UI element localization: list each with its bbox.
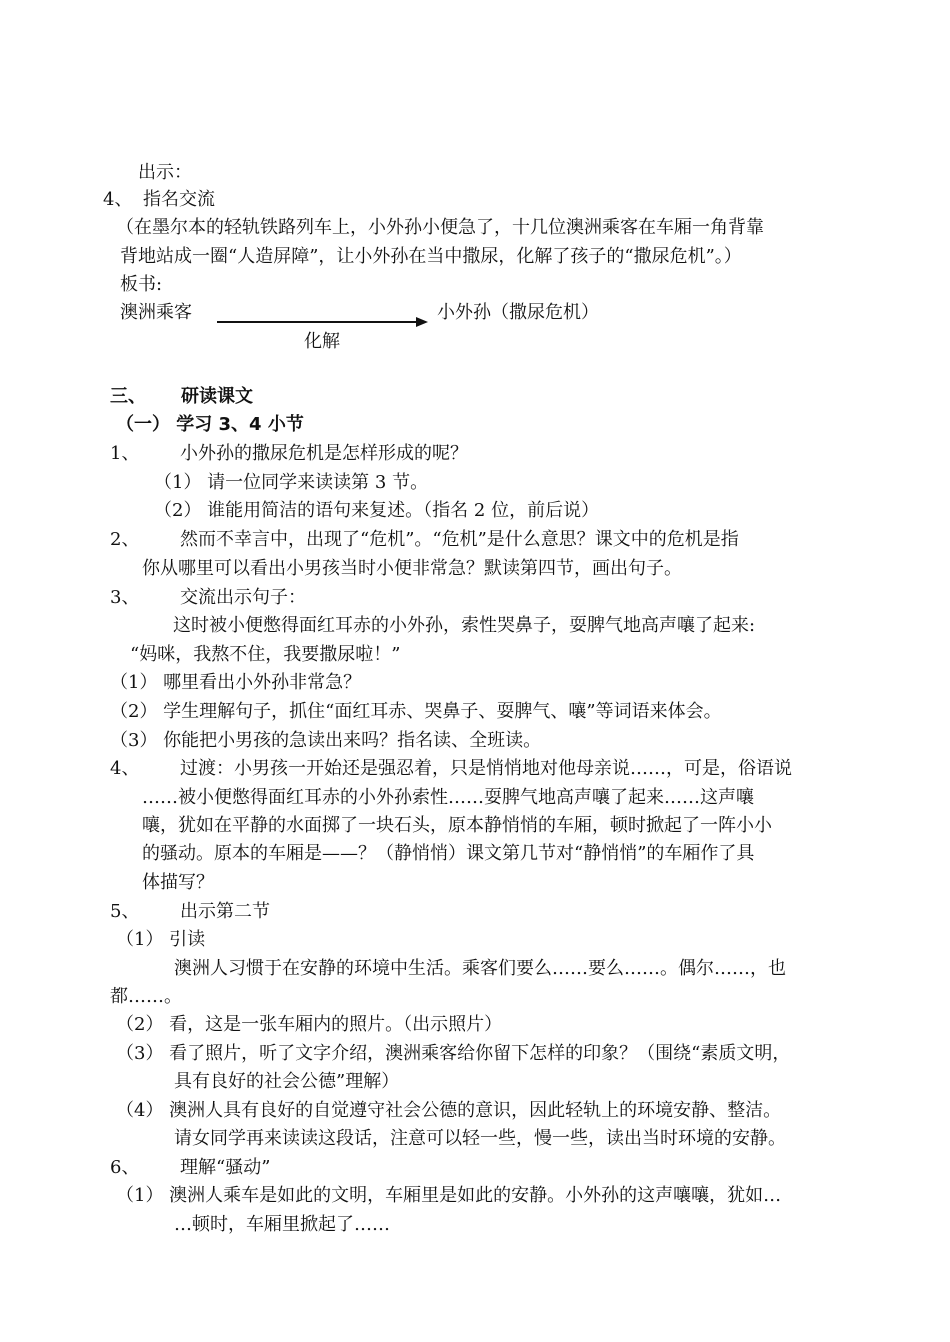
p5-item-c-line-2: 具有良好的社会公德”理解）: [174, 1071, 400, 1092]
p2-number: 2、: [110, 529, 140, 550]
p3-number: 3、: [110, 587, 140, 608]
p6-text: 理解“骚动”: [180, 1157, 271, 1178]
p5-item-d-line-2: 请女同学再来读读这段话，注意可以轻一些，慢一些，读出当时环境的安静。: [174, 1128, 786, 1149]
quote-line-1: （在墨尔本的轻轨铁路列车上，小外孙小便急了，十几位澳洲乘客在车厢一角背靠: [116, 217, 764, 238]
p4-line-1: 过渡：小男孩一开始还是强忍着，只是悄悄地对他母亲说……，可是，俗语说: [180, 758, 792, 779]
item4-title: 指名交流: [143, 189, 215, 210]
board-label: 板书:: [120, 274, 163, 295]
p4-line-4: 的骚动。原本的车厢是——？（静悄悄）课文第几节对“静悄悄”的车厢作了具: [142, 843, 755, 864]
p1-number: 1、: [110, 443, 140, 464]
section3-title: 研读课文: [181, 386, 253, 407]
p5-number: 5、: [110, 901, 140, 922]
p1-item-b: （2） 谁能用简洁的语句来复述。（指名 2 位，前后说）: [154, 500, 600, 521]
section3-number: 三、: [110, 386, 146, 407]
quote-line-2: 背地站成一圈“人造屏障”，让小外孙在当中撒尿，化解了孩子的“撒尿危机”。）: [120, 246, 742, 267]
p3-question-3: （3） 你能把小男孩的急读出来吗？指名读、全班读。: [110, 730, 542, 751]
p2-line-1: 然而不幸言中，出现了“危机”。“危机”是什么意思？课文中的危机是指: [180, 529, 739, 550]
p1-item-a: （1） 请一位同学来读读第 3 节。: [154, 472, 429, 493]
p3-text: 交流出示句子：: [180, 587, 306, 608]
p3-question-1: （1） 哪里看出小外孙非常急？: [110, 672, 362, 693]
p2-line-2: 你从哪里可以看出小男孩当时小便非常急？默读第四节，画出句子。: [142, 558, 682, 579]
p4-line-3: 嚷，犹如在平静的水面掷了一块石头，原本静悄悄的车厢，顿时掀起了一阵小小: [142, 815, 772, 836]
p6-item-a-line-1: （1） 澳洲人乘车是如此的文明，车厢里是如此的安静。小外孙的这声嚷嚷，犹如…: [116, 1185, 782, 1206]
p5-item-b: （2） 看，这是一张车厢内的照片。（出示照片）: [116, 1014, 503, 1035]
p1-text: 小外孙的撒尿危机是怎样形成的呢？: [180, 443, 468, 464]
p5-item-c-line-1: （3） 看了照片，听了文字介绍，澳洲乘客给你留下怎样的印象？（围绕“素质文明，: [116, 1043, 791, 1064]
p3-question-2: （2） 学生理解句子，抓住“面红耳赤、哭鼻子、耍脾气、嚷”等词语来体会。: [110, 701, 722, 722]
p4-line-2: ……被小便憋得面红耳赤的小外孙索性……耍脾气地高声嚷了起来……这声嚷: [142, 787, 754, 808]
subsection-1-title: （一） 学习 3、4 小节: [116, 414, 304, 435]
p3-quote-line-1: 这时被小便憋得面红耳赤的小外孙，索性哭鼻子，耍脾气地高声嚷了起来:: [173, 615, 756, 636]
board-left-text: 澳洲乘客: [120, 302, 192, 323]
show-label: 出示：: [138, 162, 192, 183]
board-arrow-label: 化解: [304, 331, 340, 352]
p5-item-a: （1） 引读: [116, 929, 206, 950]
p5-item-d-line-1: （4） 澳洲人具有良好的自觉遵守社会公德的意识，因此轻轨上的环境安静、整洁。: [116, 1100, 782, 1121]
board-right-text: 小外孙（撒尿危机）: [437, 302, 599, 323]
p6-item-a-line-2: …顿时，车厢里掀起了……: [174, 1214, 390, 1235]
p5-read-line-1: 澳洲人习惯于在安静的环境中生活。乘客们要么……要么……。偶尔……，也: [174, 958, 786, 979]
item4-number: 4、: [103, 189, 133, 210]
p3-quote-line-2: “妈咪，我熬不住，我要撒尿啦！”: [130, 644, 401, 665]
p4-number: 4、: [110, 758, 140, 779]
p5-read-line-2: 都……。: [110, 986, 182, 1007]
p5-text: 出示第二节: [180, 901, 270, 922]
p6-number: 6、: [110, 1157, 140, 1178]
p4-line-5: 体描写？: [142, 872, 214, 893]
